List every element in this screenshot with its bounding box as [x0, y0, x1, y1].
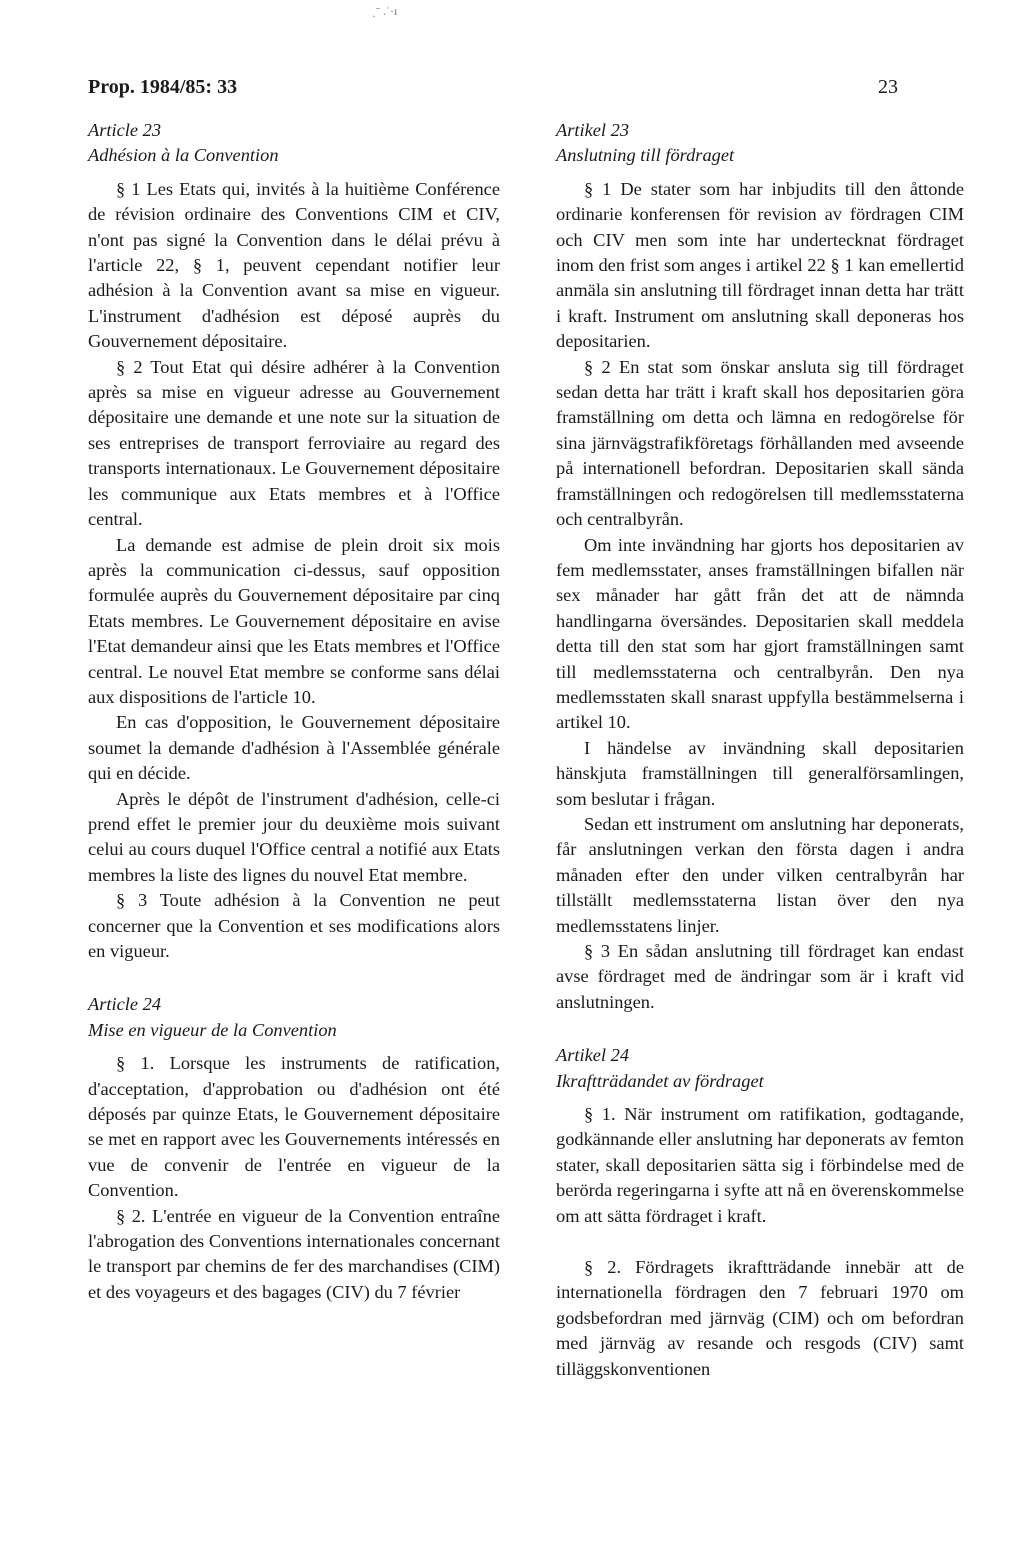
- article-23-paragraph: § 3 Toute adhésion à la Convention ne peut concerner que la Convention et ses modifications alors en vigueur.: [88, 890, 500, 961]
- page-number: 23: [878, 76, 898, 98]
- artikel-23-paragraph: Sedan ett instrument om anslutning har deponerats, får anslutningen verkan den första dagen i andra månaden efter den under vilken centralbyrån har tillställt medlemsstaterna listan över den nya medlemsstatens linjer.: [556, 813, 964, 936]
- proposition-number: Prop. 1984/85: 33: [88, 76, 238, 98]
- artikel-23-paragraph: § 1 De stater som har inbjudits till den åttonde ordinarie konferensen för revision av fördragen CIM och CIV men som inte har undertecknat fördraget inom den frist som anges i artikel 22 § 1 kan emellertid anmäla sin anslutning till fördraget innan detta har trätt i kraft. Instrument om anslutning skall deponeras hos depositarien.: [556, 178, 964, 352]
- article-23-subheading: Adhésion à la Convention: [88, 145, 279, 166]
- article-23-paragraph: Après le dépôt de l'instrument d'adhésion, celle-ci prend effet le premier jour du deuxième mois suivant celui au cours duquel l'Office central a notifié aux Etats membres la liste des lignes du nouvel Etat membre.: [88, 788, 500, 885]
- french-column: [88, 118, 500, 1305]
- article-23-paragraph: La demande est admise de plein droit six mois après la communication ci-dessus, sauf opposition formulée auprès du Gouvernement dépositaire par cinq Etats membres. Le Gouvernement dépositaire en avise l'Etat demandeur ainsi que les Etats membres et l'Office central. Le nouvel Etat membre se conforme sans délai aux dispositions de l'article 10.: [88, 534, 500, 707]
- article-23-paragraph: En cas d'opposition, le Gouvernement dépositaire soumet la demande d'adhésion à l'Assemblée générale qui en décide.: [88, 712, 500, 784]
- artikel-23-heading: Artikel 23: [556, 120, 630, 140]
- article-23-paragraph: § 1 Les Etats qui, invités à la huitième Conférence de révision ordinaire des Conventions CIM et CIV, n'ont pas signé la Convention dans le délai prévu à l'article 22, § 1, peuvent cependant notifier leur adhésion à la Convention avant sa mise en vigueur. L'instrument d'adhésion est déposé auprès du Gouvernement dépositaire.: [88, 178, 500, 352]
- artikel-23-paragraph: § 2 En stat som önskar ansluta sig till fördraget sedan detta har trätt i kraft skall hos depositarien göra framställning om detta och lämna en redogörelse för sina järnvägstrafikföretags förhållanden med avseende på internationell befordran. Depositarien skall sända framställningen och redogörelsen till medlemsstaterna och centralbyrån.: [556, 356, 964, 530]
- page-header: [88, 76, 960, 106]
- article-24-heading: Article 24: [88, 994, 162, 1015]
- scan-artifact: ˏˉ .˙·ı: [372, 4, 398, 18]
- swedish-column: [556, 118, 964, 1382]
- article-24-paragraph: § 1. Lorsque les instruments de ratification, d'acceptation, d'approbation ou d'adhésion ont été déposés par quinze Etats, le Gouvernement dépositaire se met en rapport avec les Gouvernements intéressés en vue de convenir de l'entrée en vigueur de la Convention.: [88, 1053, 500, 1201]
- artikel-24-paragraph: § 2. Fördragets ikraftträdande innebär att de internationella fördragen den 7 februari 1970 om godsbefordran med järnväg (CIM) och om befordran med järnväg av resande och resgods (CIV) samt tilläggskonventionen: [556, 1257, 964, 1379]
- artikel-23-subheading: Anslutning till fördraget: [556, 145, 735, 166]
- artikel-23-paragraph: § 3 En sådan anslutning till fördraget kan endast avse fördraget med de ändringar som är i kraft vid anslutningen.: [556, 941, 964, 1012]
- artikel-23-paragraph: Om inte invändning har gjorts hos depositarien av fem medlemsstater, anses framställningen bifallen när sex månader har gått från det att de nämnda handlingarna översändes. Depositarien skall meddela detta till den stat som har gjort framställningen samt till medlemsstaterna och centralbyrån. Den nya medlemsstaten skall snarast uppfylla bestämmelserna i artikel 10.: [556, 534, 964, 733]
- article-24-subheading: Mise en vigueur de la Convention: [88, 1019, 337, 1040]
- article-23-paragraph: § 2 Tout Etat qui désire adhérer à la Convention après sa mise en vigueur adresse au Gouvernement dépositaire une demande et une note sur la situation de ses entreprises de transport ferroviaire au regard des transports internationaux. Le Gouvernement dépositaire les communique aux Etats membres et à l'Office central.: [88, 356, 500, 530]
- artikel-24-subheading: Ikraftträdandet av fördraget: [556, 1070, 764, 1091]
- article-23-heading: Article 23: [88, 120, 162, 140]
- artikel-24-heading: Artikel 24: [556, 1045, 630, 1066]
- artikel-23-paragraph: I händelse av invändning skall depositarien hänskjuta framställningen till generalförsamlingen, som beslutar i frågan.: [556, 737, 964, 809]
- artikel-24-paragraph: § 1. När instrument om ratifikation, godtagande, godkännande eller anslutning har deponerats av femton stater, skall depositarien sätta sig i förbindelse med de berörda regeringarna i syfte att nå en överenskommelse om att sätta fördraget i kraft.: [556, 1104, 964, 1226]
- article-24-paragraph: § 2. L'entrée en vigueur de la Convention entraîne l'abrogation des Conventions internationales concernant le transport par chemins de fer des marchandises (CIM) et des voyageurs et des bagages (CIV) du 7 février: [88, 1205, 500, 1302]
